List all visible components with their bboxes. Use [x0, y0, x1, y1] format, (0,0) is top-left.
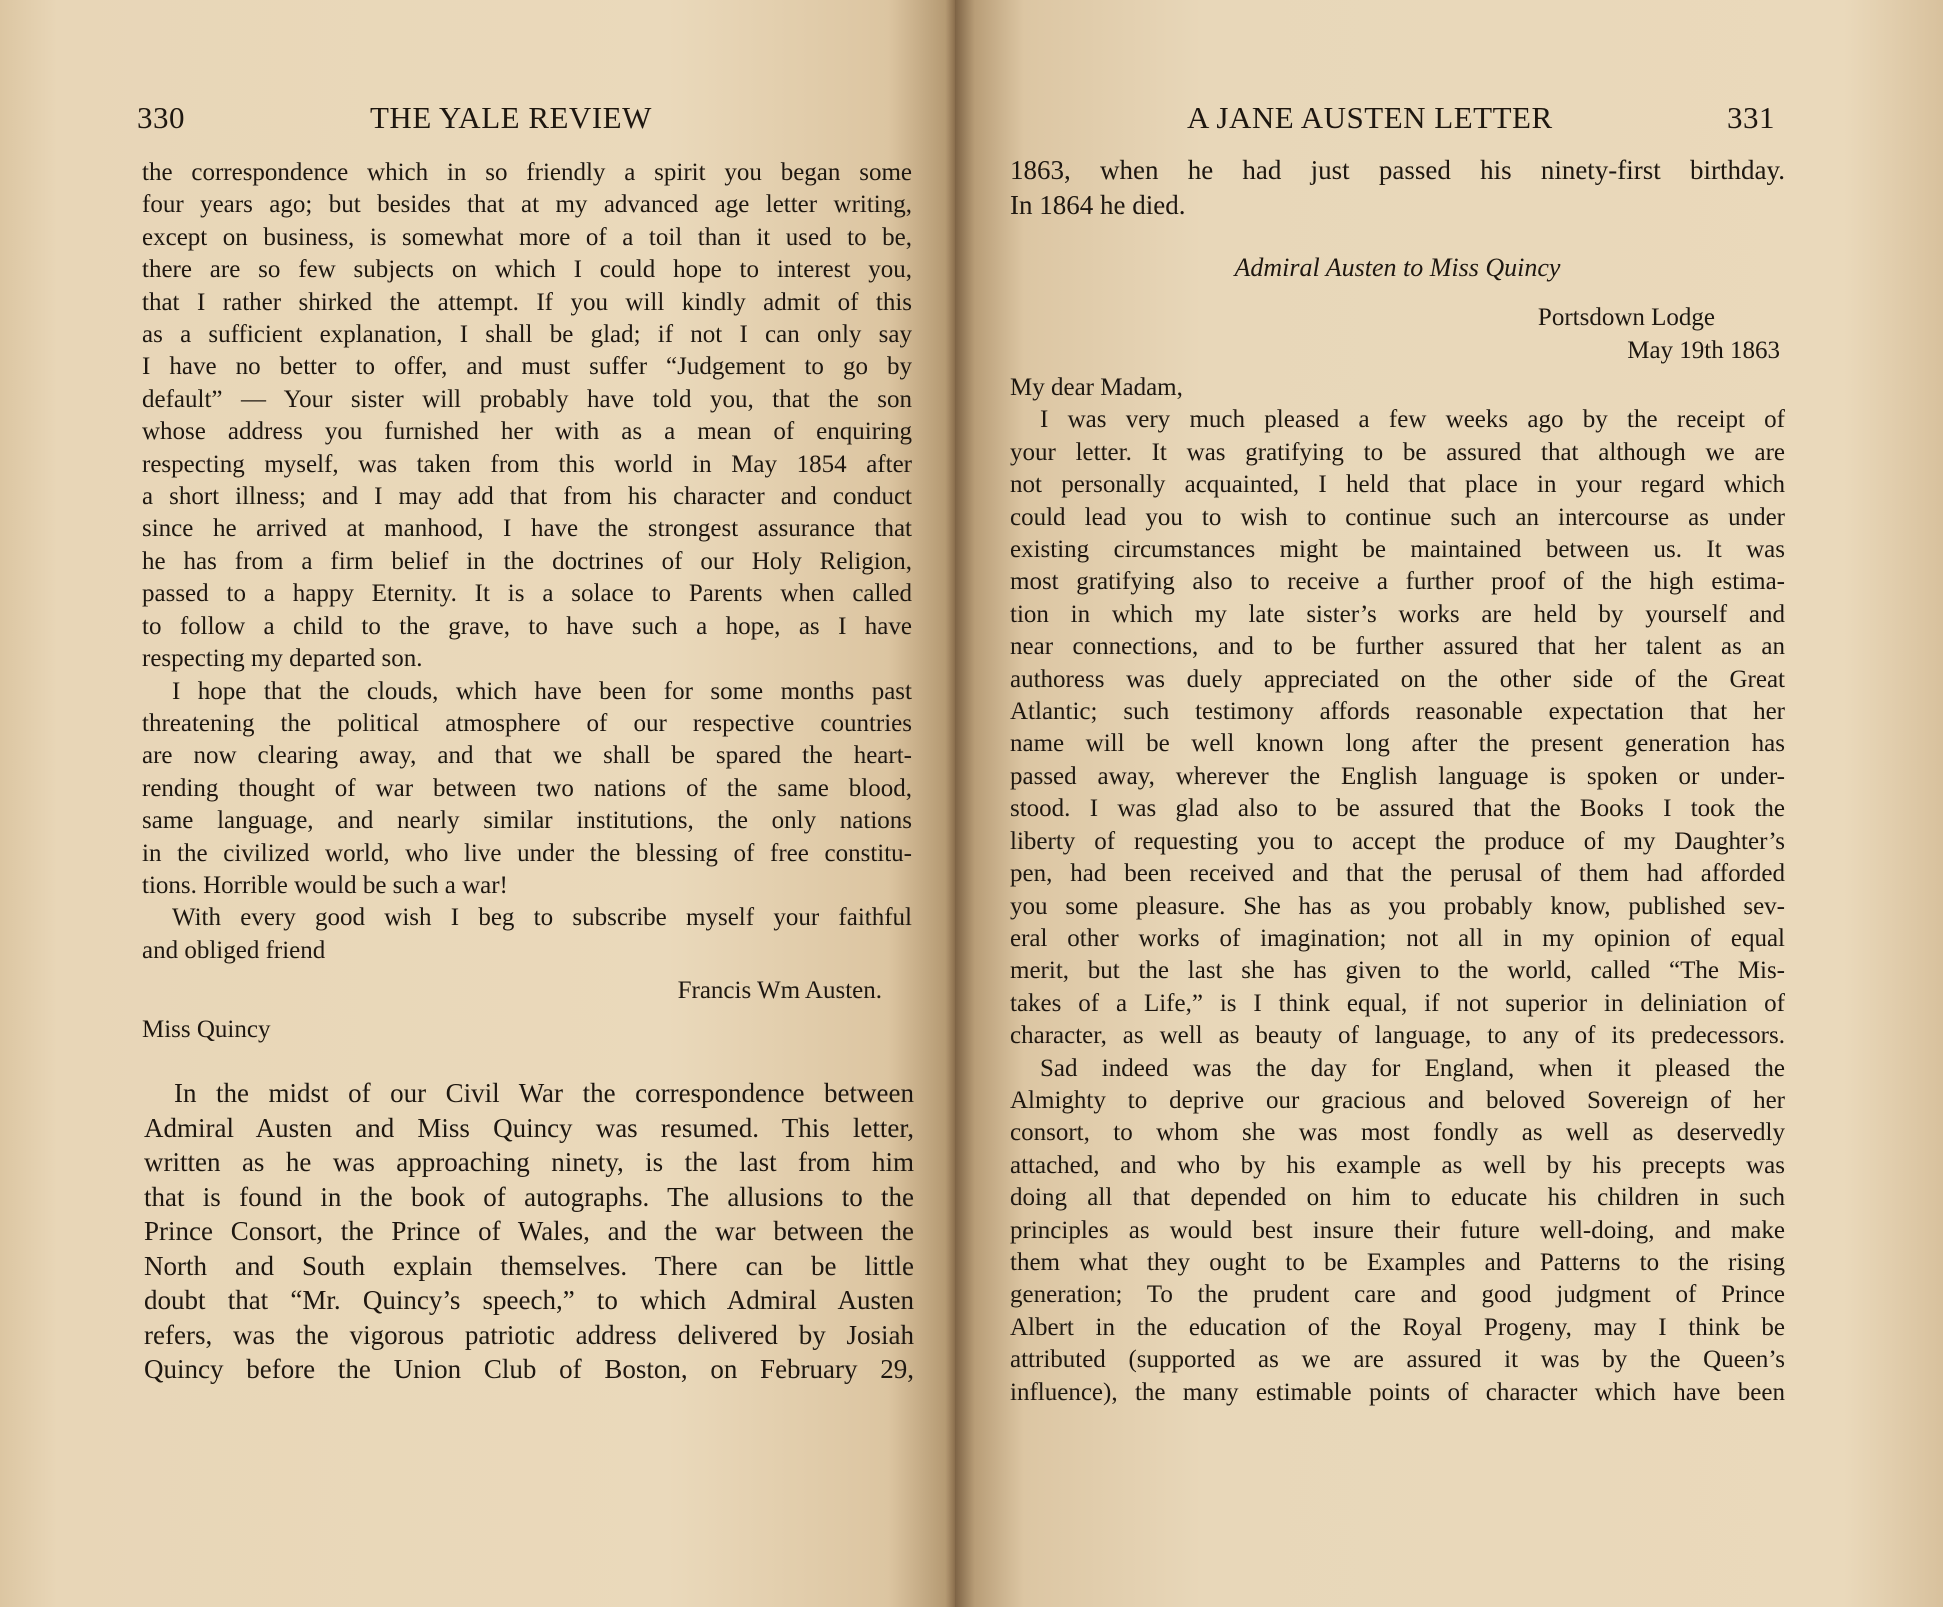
- text-line: you some pleasure. She has as you probably know, published sev-: [1010, 892, 1785, 920]
- text-line: existing circumstances might be maintained between us. It was: [1010, 536, 1785, 564]
- text-line: could lead you to wish to continue such an intercourse as under: [1010, 503, 1785, 531]
- text-line: influence), the many estimable points of character which have been: [1010, 1378, 1785, 1406]
- text-line: respecting my departed son.: [142, 645, 423, 673]
- text-line: 1863, when he had just passed his ninety-first birthday.: [1010, 155, 1785, 185]
- text-line: I was very much pleased a few weeks ago by the receipt of: [1040, 406, 1785, 434]
- text-line: doing all that depended on him to educate his children in such: [1010, 1184, 1785, 1212]
- addressee: Miss Quincy: [142, 1015, 271, 1043]
- text-line: them what they ought to be Examples and Patterns to the rising: [1010, 1248, 1785, 1276]
- salutation: My dear Madam,: [1010, 374, 1183, 401]
- text-line: as a sufficient explanation, I shall be glad; if not I can only say: [142, 321, 912, 349]
- left-page: [0, 0, 955, 1607]
- text-line: he has from a firm belief in the doctrines of our Holy Religion,: [142, 547, 912, 575]
- letter-address: Portsdown Lodge: [1537, 304, 1715, 331]
- text-line: since he arrived at manhood, I have the strongest assurance that: [142, 515, 912, 543]
- text-line: liberty of requesting you to accept the produce of my Daughter’s: [1010, 827, 1785, 855]
- left-page-number: 330: [137, 100, 185, 135]
- text-line: North and South explain themselves. There can be little: [144, 1250, 914, 1281]
- text-line: the correspondence which in so friendly a spirit you began some: [142, 159, 912, 186]
- text-line: stood. I was glad also to be assured that the Books I took the: [1010, 795, 1785, 823]
- text-line: I have no better to offer, and must suffer “Judgement to go by: [142, 353, 912, 381]
- text-line: four years ago; but besides that at my advanced age letter writing,: [142, 191, 912, 219]
- text-line: same language, and nearly similar institutions, the only nations: [142, 807, 912, 835]
- text-line: consort, to whom she was most fondly as well as deservedly: [1010, 1119, 1785, 1147]
- text-line: pen, had been received and that the perusal of them had afforded: [1010, 860, 1785, 888]
- right-page: [955, 0, 1943, 1607]
- text-line: name will be well known long after the present generation has: [1010, 730, 1785, 758]
- letter-date: May 19th 1863: [1627, 337, 1780, 364]
- text-line: and obliged friend: [142, 936, 326, 964]
- text-line: principles as would best insure their future well-doing, and make: [1010, 1216, 1785, 1244]
- text-line: default” — Your sister will probably have told you, that the son: [142, 385, 912, 413]
- text-line: With every good wish I beg to subscribe myself your faithful: [172, 904, 912, 932]
- text-line: In the midst of our Civil War the correspondence between: [174, 1078, 914, 1108]
- text-line: tions. Horrible would be such a war!: [142, 871, 508, 899]
- text-line: generation; To the prudent care and good judgment of Prince: [1010, 1281, 1785, 1309]
- text-line: takes of a Life,” is I think equal, if not superior in deliniation of: [1010, 989, 1785, 1017]
- text-line: passed away, wherever the English language is spoken or under-: [1010, 762, 1785, 790]
- text-line: there are so few subjects on which I could hope to interest you,: [142, 256, 912, 284]
- text-line: threatening the political atmosphere of our respective countries: [142, 709, 912, 737]
- text-line: Almighty to deprive our gracious and beloved Sovereign of her: [1010, 1086, 1785, 1114]
- text-line: except on business, is somewhat more of a toil than it used to be,: [142, 223, 912, 251]
- signature: Francis Wm Austen.: [677, 977, 882, 1005]
- text-line: tion in which my late sister’s works are held by yourself and: [1010, 600, 1785, 628]
- letter-title: Admiral Austen to Miss Quincy: [1234, 253, 1561, 282]
- text-line: Sad indeed was the day for England, when it pleased the: [1040, 1054, 1785, 1082]
- text-line: that I rather shirked the attempt. If you will kindly admit of this: [142, 288, 912, 316]
- text-line: are now clearing away, and that we shall be spared the heart-: [142, 742, 912, 770]
- left-letter-text: [142, 157, 912, 1046]
- text-line: passed to a happy Eternity. It is a solace to Parents when called: [142, 580, 912, 608]
- text-line: Atlantic; such testimony affords reasonable expectation that her: [1010, 698, 1785, 726]
- text-line: character, as well as beauty of language, to any of its predecessors.: [1010, 1022, 1785, 1050]
- right-page-number: 331: [1727, 100, 1775, 135]
- text-line: authoress was duely appreciated on the other side of the Great: [1010, 665, 1785, 693]
- text-line: near connections, and to be further assured that her talent as an: [1010, 633, 1785, 661]
- text-line: doubt that “Mr. Quincy’s speech,” to which Admiral Austen: [144, 1285, 914, 1315]
- text-line: rending thought of war between two nations of the same blood,: [142, 774, 912, 802]
- text-line: not personally acquainted, I held that place in your regard which: [1010, 471, 1785, 499]
- text-line: written as he was approaching ninety, is the last from him: [144, 1147, 914, 1177]
- right-running-head: A JANE AUSTEN LETTER: [1187, 100, 1553, 135]
- text-line: in the civilized world, who live under the blessing of free constitu-: [142, 839, 912, 867]
- text-line: attached, and who by his example as well by his precepts was: [1010, 1151, 1785, 1179]
- text-line: respecting myself, was taken from this world in May 1854 after: [142, 450, 912, 478]
- text-line: attributed (supported as we are assured it was by the Queen’s: [1010, 1346, 1785, 1374]
- left-commentary: [144, 1076, 914, 1387]
- text-line: your letter. It was gratifying to be assured that although we are: [1010, 438, 1785, 466]
- left-running-head: THE YALE REVIEW: [370, 100, 652, 135]
- text-line: Quincy before the Union Club of Boston, on February 29,: [144, 1354, 914, 1384]
- text-line: I hope that the clouds, which have been for some months past: [172, 677, 912, 705]
- text-line: merit, but the last she has given to the world, called “The Mis-: [1010, 957, 1785, 985]
- text-line: a short illness; and I may add that from his character and conduct: [142, 483, 912, 511]
- text-line: Albert in the education of the Royal Progeny, may I think be: [1010, 1313, 1785, 1341]
- text-line: whose address you furnished her with as a mean of enquiring: [142, 418, 912, 446]
- text-line: Prince Consort, the Prince of Wales, and the war between the: [144, 1216, 914, 1246]
- text-line: refers, was the vigorous patriotic address delivered by Josiah: [144, 1319, 914, 1350]
- text-line: most gratifying also to receive a further proof of the high estima-: [1010, 568, 1785, 596]
- text-line: eral other works of imagination; not all in my opinion of equal: [1010, 924, 1785, 952]
- right-intro: [1010, 153, 1785, 222]
- text-line: In 1864 he died.: [1010, 189, 1186, 220]
- text-line: Admiral Austen and Miss Quincy was resumed. This letter,: [144, 1112, 914, 1143]
- text-line: to follow a child to the grave, to have such a hope, as I have: [142, 612, 912, 640]
- text-line: that is found in the book of autographs. The allusions to the: [144, 1181, 914, 1212]
- right-letter-text: [1010, 372, 1785, 1409]
